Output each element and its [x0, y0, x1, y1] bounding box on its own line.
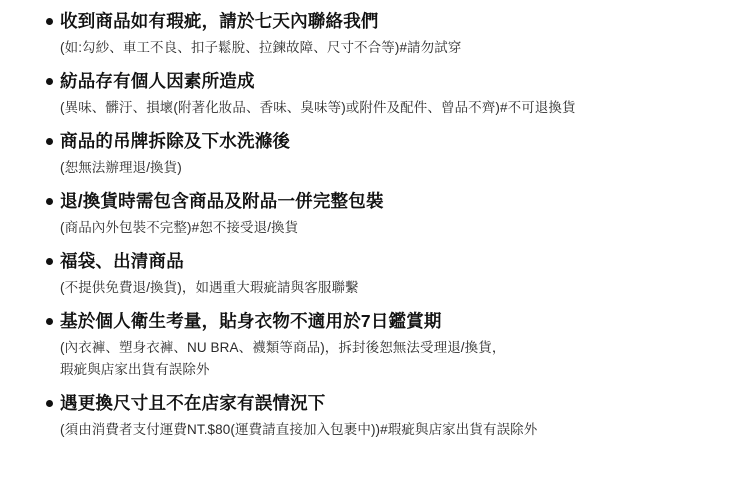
- list-item: [0, 390, 750, 441]
- bullet-icon: [46, 138, 53, 145]
- policy-heading: 遇更換尺寸且不在店家有誤情況下: [60, 392, 326, 413]
- policy-detail-line: (須由消費者支付運費NT.$80(運費請直接加入包裹中))#瑕疵與店家出貨有誤除外: [60, 421, 538, 437]
- bullet-icon: [46, 18, 53, 25]
- policy-heading: 商品的吊牌拆除及下水洗滌後: [60, 130, 291, 151]
- policy-detail: [60, 37, 750, 59]
- bullet-icon: [46, 400, 53, 407]
- bullet-icon: [46, 318, 53, 325]
- policy-detail: [60, 97, 750, 119]
- policy-heading: 退/換貨時需包含商品及附品一併完整包裝: [60, 190, 384, 211]
- list-item: [0, 8, 750, 59]
- policy-detail-line: (如:勾紗、車工不良、扣子鬆脫、拉鍊故障、尺寸不合等)#請勿試穿: [60, 40, 462, 56]
- bullet-icon: [46, 78, 53, 85]
- policy-heading: 福袋、出清商品: [60, 250, 184, 271]
- policy-detail: [60, 337, 750, 381]
- policy-detail: [60, 277, 750, 299]
- policy-detail-line: (恕無法辦理退/換貨): [60, 160, 182, 176]
- list-item: [0, 68, 750, 119]
- policy-detail-line: (異味、髒汙、損壞(附著化妝品、香味、臭味等)或附件及配件、曾品不齊)#不可退換貨: [60, 100, 576, 116]
- policy-heading: 收到商品如有瑕疵，請於七天內聯絡我們: [60, 11, 379, 31]
- list-item: [0, 128, 750, 179]
- policy-detail-line: (內衣褲、塑身衣褲、NU BRA、襪類等商品)，拆封後恕無法受理退/換貨，: [60, 340, 506, 356]
- policy-detail-line: (商品內外包裝不完整)#恕不接受退/換貨: [60, 220, 299, 236]
- policy-detail-line: (不提供免費退/換貨)，如遇重大瑕疵請與客服聯繫: [60, 280, 359, 296]
- policy-detail: [60, 217, 750, 239]
- policy-detail: [60, 419, 750, 441]
- list-item: [0, 188, 750, 239]
- policy-detail-line: 瑕疵與店家出貨有誤除外: [60, 361, 210, 377]
- bullet-icon: [46, 258, 53, 265]
- policy-detail: [60, 157, 750, 179]
- list-item: [0, 308, 750, 381]
- list-item: [0, 248, 750, 299]
- policy-heading: 基於個人衛生考量，貼身衣物不適用於7日鑑賞期: [60, 310, 442, 331]
- bullet-icon: [46, 198, 53, 205]
- policy-heading: 紡品存有個人因素所造成: [60, 70, 255, 91]
